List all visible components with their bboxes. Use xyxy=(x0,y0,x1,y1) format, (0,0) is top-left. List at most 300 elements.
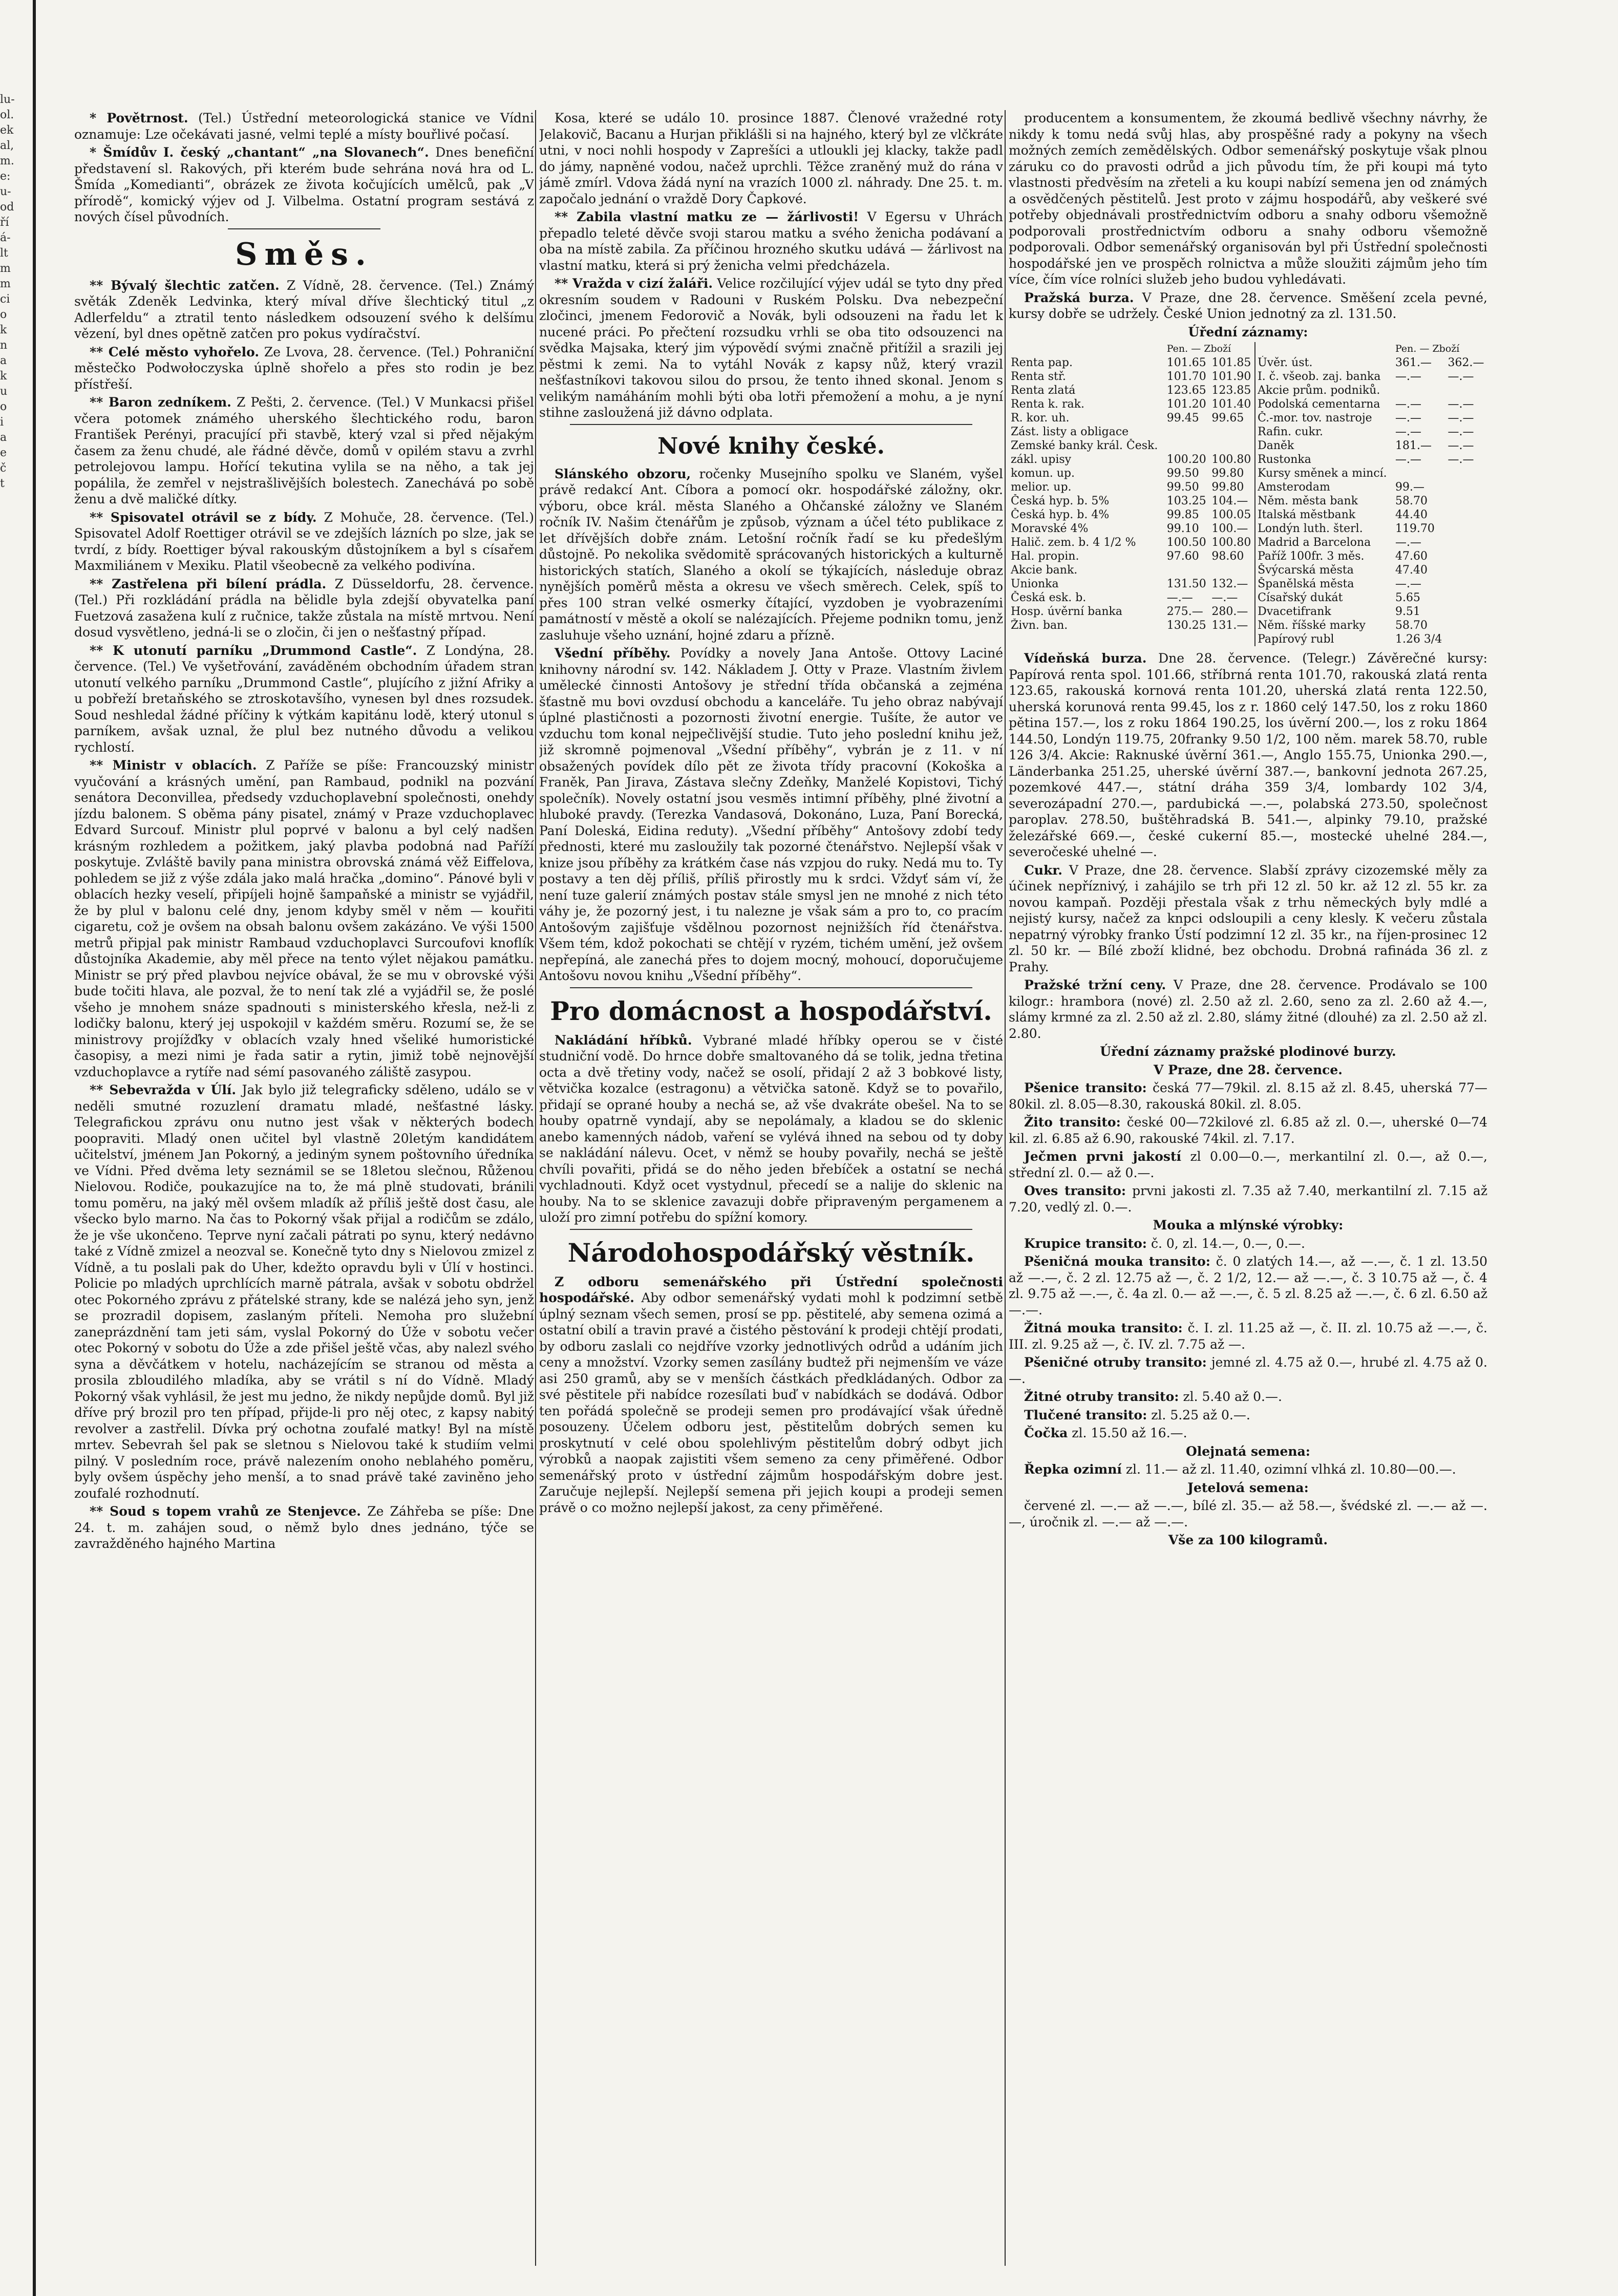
column-divider xyxy=(535,110,536,2266)
article-paragraph xyxy=(74,144,534,225)
section-rule xyxy=(570,424,972,425)
article-text: červené zl. —.— až —.—, bílé zl. 35.— až 58.—, švédské zl. —.— až —.—, úročnik zl. —.— až —.—. xyxy=(1009,1498,1487,1529)
margin-fragment: u- xyxy=(0,185,11,198)
rates-row xyxy=(1009,425,1487,439)
article-lead: Všední příběhy. xyxy=(555,646,671,661)
rate-bid: 100.50 xyxy=(1166,536,1206,549)
article-paragraph xyxy=(539,209,1003,273)
rate-bid: 181.— xyxy=(1395,439,1432,452)
article-paragraph xyxy=(74,394,534,507)
article-text: Z Pešti, 2. července. (Tel.) V Munkacsi přišel včera potomek známého uherského šlechtického rodu, baron František Perényi, pracující při stavbě, který vzal si před nějakým časem za ženu chudé, ale řádné děvče, domů v opilém stavu a zvrhl petrolejovou lampu. Hořící tekutina vylila se na něho, a tak jej popálila, že zemřel v nejstrašlivějších bolestech. Zanechává po sobě ženu a dvě maličké dítky. xyxy=(74,395,534,506)
article-paragraph xyxy=(539,1032,1003,1226)
article-lead: Žitné otruby transito: xyxy=(1024,1389,1179,1404)
article-paragraph xyxy=(74,1082,534,1501)
rate-name: Halič. zem. b. 4 1/2 % xyxy=(1011,536,1136,549)
article-text: prvni jakosti zl. 7.35 až 7.40, merkantilní zl. 7.15 až 7.20, vedlý zl. 0.—. xyxy=(1009,1183,1487,1215)
article-text: Dnes benefiční představení sl. Rakových, při kterém bude sehrána nová hra od L. Šmída „Komedianti“, obrázek ze života kočujících umělců, pak „V přírodě“, komický výjev od J. Vilbelma. Ostatní program sestává z nových čísel původních. xyxy=(74,145,534,224)
article-text: česká 77—79kil. zl. 8.15 až zl. 8.45, uherská 77—80kil. zl. 8.05—8.30, rakouská 80kil. zl. 8.05. xyxy=(1009,1080,1487,1112)
article-paragraph xyxy=(74,1503,534,1552)
rate-name: Hosp. úvěrní banka xyxy=(1011,605,1122,618)
article-lead: ** Ministr v oblacích. xyxy=(90,758,257,773)
section-heading: Pro domácnost a hospodářství. xyxy=(550,995,992,1026)
centered-heading: Jetelová semena: xyxy=(1187,1480,1309,1495)
article-lead: ** Celé město vyhořelo. xyxy=(90,344,260,359)
centered-heading: Mouka a mlýnské výrobky: xyxy=(1153,1218,1344,1232)
rate-ask: 101.40 xyxy=(1211,398,1251,411)
rate-bid: 99.50 xyxy=(1166,467,1199,480)
article-text: zl 0.00—0.—, merkantilní zl. 0.—, až 0.—, střední zl. 0.— až 0.—. xyxy=(1009,1149,1487,1180)
rates-row xyxy=(1009,480,1487,494)
article-paragraph xyxy=(1009,1407,1487,1423)
article-paragraph xyxy=(1009,650,1487,860)
rates-row xyxy=(1009,605,1487,619)
rate-bid: 100.20 xyxy=(1166,453,1206,466)
rate-name: Císařský dukát xyxy=(1255,591,1393,605)
rate-name: Něm. říšské marky xyxy=(1255,619,1393,632)
rate-name: Papírový rubl xyxy=(1255,632,1393,646)
margin-fragment: ří xyxy=(0,216,9,229)
rate-bid: 97.60 xyxy=(1166,550,1199,563)
margin-fragment: n xyxy=(0,339,8,352)
rate-name: Úvěr. úst. xyxy=(1255,356,1393,370)
rate-name: Živn. ban. xyxy=(1011,619,1068,632)
article-paragraph xyxy=(1009,290,1487,322)
article-text: zl. 5.40 až 0.—. xyxy=(1183,1389,1282,1404)
rate-bid xyxy=(1165,563,1210,577)
rate-bid: 99.— xyxy=(1395,481,1424,494)
rate-ask: —.— xyxy=(1447,439,1474,452)
margin-fragment: al, xyxy=(0,139,14,152)
rate-name: Rafin. cukr. xyxy=(1255,425,1393,439)
rate-ask xyxy=(1445,384,1487,397)
rate-bid: 101.20 xyxy=(1166,398,1206,411)
rate-ask: —.— xyxy=(1447,453,1474,466)
article-lead: Pšeničná mouka transito: xyxy=(1024,1254,1211,1269)
article-paragraph xyxy=(74,110,534,142)
rate-ask: 123.85 xyxy=(1211,384,1251,397)
rate-ask xyxy=(1445,619,1487,632)
article-text: Z Düsseldorfu, 28. července. (Tel.) Při rozkládání prádla na bělidle byla zdejší obyvatelka paní Fuetzová zasažena kulí z ručnice, takže zůstala na místě mrtvou. Není dosud vysvětleno, jedná-li se o zločin, či jen o nešťastný případ. xyxy=(74,576,534,640)
rate-ask xyxy=(1445,549,1487,563)
article-lead: Pšeničné otruby transito: xyxy=(1024,1355,1207,1370)
margin-fragment: č xyxy=(0,462,7,475)
section-rule xyxy=(570,1229,972,1230)
rate-ask: 104.— xyxy=(1211,495,1248,507)
article-text: Kosa, které se událo 10. prosince 1887. Členové vražedné roty Jelakovič, Bacanu a Hurjan přiklášli si na hajného, který byl ze vlčkráte utni, v noci nohli hospody v Zaprešíci a utloukli jej klacky, takže padl do jámy, napněné vodou, načež uprchli. Těžce zraněný muž do rána v jámě zmírl. Vdova žádá nyní na vrazích 1000 zl. náhrady. Dne 25. t. m. započalo jednání o vraždě Dory Čapkové. xyxy=(539,111,1003,206)
article-lead: ** Zastřelena při bílení prádla. xyxy=(90,576,327,591)
section-rule xyxy=(228,228,380,229)
rates-row xyxy=(1009,439,1487,453)
margin-fragment: u xyxy=(0,385,8,398)
rate-name: zákl. upisy xyxy=(1011,453,1072,466)
rate-name: I. č. všeob. zaj. banka xyxy=(1255,370,1393,384)
rate-name: melior. up. xyxy=(1011,481,1072,494)
rate-ask: 99.80 xyxy=(1211,467,1244,480)
article-lead: ** Spisovatel otrávil se z bídy. xyxy=(90,509,317,525)
rates-header-blank xyxy=(1009,342,1165,356)
rate-bid: 101.65 xyxy=(1166,356,1206,369)
rate-ask: —.— xyxy=(1447,412,1474,424)
centered-heading: Úřední záznamy: xyxy=(1188,324,1308,339)
margin-fragment: t xyxy=(0,477,5,490)
rates-row xyxy=(1009,384,1487,397)
article-text: Z Paříže se píše: Francouzský ministr vyučování a krásných umění, pan Rambaud, podnikl na pozvání senátora Deconvillea, předsedy vzduchoplavební společnosti, onehdy jízdu balonem. S oběma pány pisatel, známý v Praze vzduchoplavec Edvard Surcouf. Ministr plul poprvé v balonu a byl celý nadšen krásným rozhledem a požitkem, jaký plavba podobná nad Paříží poskytuje. Zvláště bavily pana ministra obrovská známá věž Eiffelova, pohledem se již z výše zdála jako malá hračka „domino“. Pánové byli v oblacích hezky veselí, připíjeli hojně šampaňské a ministr se vyjádřil, že by plul v balonu celé dny, jenom kdyby směl v něm — kouřiti cigaretu, což je ovšem na obsah balonu ovšem zakázáno. Ve výši 1500 metrů připjal pak ministr Rambaud vzduchoplavci Surcoufovi knoflík důstojníka Akademie, aby měl přece na tento výlet nějakou památku. Ministr se prý před plavbou nejvíce obával, že se mu v obrovské výši bude točiti hlava, ale pozval, že to není tak zlé a vyjádřil se, že poslé všeho je mnohem snáze spadnouti s ministerského křesla, než-li z lodičky balonu, který jej uspokojil v každém směru. Rozumí se, že se ministrovy projížďky v oblacích vzaly hned všeliké humoristické časopisy, a mezi nimi je řada satir a rytin, jimiž tobě nejnovější vzduchoplavce a rytíře nad sémí pasovaného záliště zasypou. xyxy=(74,758,534,1079)
article-lead: Ječmen prvni jakostí xyxy=(1024,1149,1182,1164)
rate-name: komun. up. xyxy=(1011,467,1075,480)
rate-bid: —.— xyxy=(1395,426,1421,438)
article-text: V Praze, dne 28. července. Slabší zprávy cizozemské měly za účinek nepříznivý, i zahájilo se trh při 12 zl. 50 kr. až 12 zl. 55 kr. za novou kampaň. Později přestala však z trhu německých byly mdlé a nejistý kursy, načež za knpci odsloupili a ceny klesly. K večeru zůstala nepatrný výrobky franko Ústí podzimní 12 zl. 35 kr., na říjen-prosinec 12 zl. 50 kr. — Bílé zboží klidné, bez obchodu. Drobná rafináda 36 zl. z Prahy. xyxy=(1009,862,1487,974)
rate-ask: —.— xyxy=(1447,426,1474,438)
article-text: V Praze, dne 28. července. Směšení zcela pevné, kursy dobře se udržely. České Union jednotný za zl. 131.50. xyxy=(1009,290,1487,321)
article-text: zl. 15.50 až 16.—. xyxy=(1072,1426,1187,1440)
rate-bid: —.— xyxy=(1395,412,1421,424)
article-text: č. I. zl. 11.25 až —, č. II. zl. 10.75 až —.—, č. III. zl. 9.25 až —, č. IV. zl. 7.75 až —. xyxy=(1009,1321,1487,1352)
centered-heading: Vše za 100 kilogramů. xyxy=(1168,1533,1328,1547)
rate-name: Španělská města xyxy=(1255,577,1393,591)
rate-ask xyxy=(1445,480,1487,494)
rate-bid: 47.60 xyxy=(1395,550,1428,563)
rate-ask xyxy=(1445,508,1487,522)
article-paragraph xyxy=(1009,1498,1487,1530)
article-lead: Žito transito: xyxy=(1024,1115,1121,1130)
margin-fragment: i xyxy=(0,416,4,429)
rates-row xyxy=(1009,397,1487,411)
column-middle xyxy=(539,110,1003,2271)
article-lead: * Šmídův I. český „chantant“ „na Slovanech“. xyxy=(90,145,429,160)
article-lead: ** Soud s topem vrahů ze Stenjevce. xyxy=(90,1504,361,1519)
article-paragraph xyxy=(1009,1236,1487,1252)
rate-bid xyxy=(1393,466,1446,480)
margin-fragment: od xyxy=(0,201,14,214)
rate-bid: 47.40 xyxy=(1395,564,1428,577)
rate-bid: 99.10 xyxy=(1166,522,1199,535)
section-heading: Národohospodářský věstník. xyxy=(567,1237,975,1268)
rate-name: Česká esk. b. xyxy=(1011,591,1087,604)
margin-fragment: a xyxy=(0,431,7,444)
rate-bid xyxy=(1165,439,1210,453)
rate-ask: 280.— xyxy=(1211,605,1248,618)
binding-edge xyxy=(33,0,36,2296)
rate-ask xyxy=(1445,494,1487,508)
rate-name: Unionka xyxy=(1011,578,1059,590)
article-lead: Slánského obzoru, xyxy=(555,466,691,481)
article-text: Vybrané mladé hříbky operou se v čisté studniční vodě. Do hrnce dobře smaltovaného dá se tolik, jedna třetina octa a dvě třetiny vody, načež se osolí, přidají 2 až 3 bobkové listy, větvička kozalce (estragonu) a větvička satoně. Když se to povařilo, přidají se oprané houby a nechá se, až vše dvakráte obešel. Na to se houby opatrně vyndají, aby se nepolámaly, a kladou se do sklenic anebo kamenných nádob, vaření se vylévá ihned na sebou od ty doby se nakládání nálevu. Ocet, v němž se houby povařily, nechá se ještě chvíli povařiti, přidá se do něho jeden břebíček a ostatní se nechá vychladnouti. Když ocet vystydnul, přecedí se a nalije do sklenic na houby. Na to se sklenice zavazuji dobře připraveným pergamenem a uloží pro zimní potřebu do spížní komory. xyxy=(539,1032,1003,1225)
margin-fragment: ol. xyxy=(0,109,14,121)
rate-bid xyxy=(1165,632,1210,646)
rate-ask xyxy=(1445,466,1487,480)
article-text: Ze Záhřeba se píše: Dne 24. t. m. zahájen soud, o němž bylo dnes jednáno, týče se zavražděného hajného Martina xyxy=(74,1504,534,1551)
rates-row xyxy=(1009,494,1487,508)
article-lead: Nakládání hříbků. xyxy=(555,1032,692,1048)
rate-ask xyxy=(1445,536,1487,549)
article-lead: Cukr. xyxy=(1024,862,1062,878)
rate-ask: 101.90 xyxy=(1211,370,1251,383)
rate-ask xyxy=(1445,591,1487,605)
article-text: č. 0, zl. 14.—, 0.—, 0.—. xyxy=(1151,1236,1305,1251)
rate-name: Švýcarská města xyxy=(1255,563,1393,577)
rate-name: Č.-mor. tov. nastroje xyxy=(1255,411,1393,425)
rates-row xyxy=(1009,536,1487,549)
article-paragraph xyxy=(74,757,534,1080)
rate-ask: 100.05 xyxy=(1211,508,1251,521)
article-text: Povídky a novely Jana Antoše. Ottovy Laciné knihovny národní sv. 142. Nákladem J. Otty v Praze. Vlastním živlem umělecké činnosti Antošovy je střední třída občanská a zejména šťastně mu bovi ovzdusí obchodu a kanceláře. Tu jeho obraz nabývají úplné plastičnosti a pozornosti životní energie. Tušíte, že autor ve vzduchu tom konal nejpečlivější studie. Tuto jeho poslední knihu jež, již skromně pojmenoval „Všední příběhy“, vybrán je z 11. v ní obsažených povídek dílo pět ze života třídy pracovní (Kokoška a Franěk, Pan Jirava, Zástava slečny Zdeňky, Manželé Kopistovi, Tichý společník). Novely ostatní jsou vesměs intimní příběhy, plné životní a hluboké pravdy. (Terezka Vandasová, Dokonáno, Luza, Paní Borecká, Paní Doleská, Eidina reduty). „Všední příběhy“ Antošovy zdobí tedy přednosti, které mu zasloužily tak pozorné čtenářstvo. Nejlepší však v knize jsou příběhy za krátkém čase nás vzpjou do ruky. Nedá mu to. Ty postavy a ten děj příliš, příliš přirostly mu k srdci. Vždyť sám ví, že není tuze galerií známých postav stále smysl jen ne mnohé z nich této váhy je, že pozorný jest, i tu nalezne je však sám a pro to, co pracím Antošovým zajišťuje všdělnou pozornost nejnižších říd čtenářstva. Všem tém, kdož pokochati se chtějí v ryzém, tichém umění, jež ovšem nepřepíná, ale zanechá přes to dojem mocný, mohoucí, doporučujeme Antošovu novou knihu „Všední příběhy“. xyxy=(539,646,1003,983)
article-paragraph xyxy=(1009,110,1487,288)
rates-header: Pen. — Zboží xyxy=(1395,343,1460,354)
rate-ask xyxy=(1445,577,1487,591)
article-text: jemné zl. 4.75 až 0.—, hrubé zl. 4.75 až 0.—. xyxy=(1009,1355,1487,1386)
article-paragraph xyxy=(1009,1114,1487,1146)
margin-fragment: ek xyxy=(0,124,14,137)
article-lead: ** Vražda v cizí žaláři. xyxy=(555,276,713,291)
section-rule xyxy=(570,987,972,988)
rate-name: R. kor. uh. xyxy=(1011,412,1070,424)
column-divider xyxy=(1005,110,1006,2266)
rate-bid: 99.85 xyxy=(1166,508,1199,521)
article-lead: Pražská burza. xyxy=(1024,290,1134,305)
article-text: V Egersu v Uhrách přepadlo teleté děvče svoji starou matku a svého ženicha podávaní a oba na místě zabila. Za příčinou hrozného skutku udává — žárlivost na vlastní matku, která si prý ženicha velmi předcházela. xyxy=(539,209,1003,273)
article-paragraph xyxy=(1009,1080,1487,1112)
rate-name: Česká hyp. b. 5% xyxy=(1011,495,1110,507)
rates-row xyxy=(1009,577,1487,591)
article-paragraph xyxy=(1009,862,1487,975)
rate-bid: 9.51 xyxy=(1395,605,1420,618)
rates-row xyxy=(1009,522,1487,536)
article-text: Z Londýna, 28. července. (Tel.) Ve vyšetřování, zaváděném obchodním úřadem stran utonutí velkého parníku „Drummond Castle“, plujícího z jižní Afriky a u pobřeží bretaňského se ztroskotavšího, vynesen byl dnes rozsudek. Soud neshledal žádné příčiny k výtkám kapitánu lodě, který utonul s parníkem, avšak uznal, že plul bez nutného důvodu a velikou rychlostí. xyxy=(74,643,534,755)
article-text: (Tel.) Ústřední meteorologická stanice ve Vídni oznamuje: Lze očekávati jasné, velmi teplé a místy bouřlivé počasí. xyxy=(74,111,534,142)
article-lead: ** Baron zedníkem. xyxy=(90,395,231,410)
rates-row xyxy=(1009,411,1487,425)
rate-name: Paříž 100fr. 3 měs. xyxy=(1255,549,1393,563)
rate-bid: —.— xyxy=(1395,398,1421,411)
rate-name xyxy=(1009,632,1165,646)
article-paragraph xyxy=(1009,1183,1487,1215)
centered-heading: Úřední záznamy pražské plodinové burzy. xyxy=(1100,1044,1396,1059)
article-text: V Praze, dne 28. července. Prodávalo se 100 kilogr.: hrambora (nové) zl. 2.50 až zl. 2.60, seno za zl. 2.60 až 4.—, slámy krmné za zl. 2.50 až zl. 2.80, slámy žitné (dlouhé) za zl. 2.50 až zl. 2.80. xyxy=(1009,977,1487,1041)
rate-ask xyxy=(1445,632,1487,646)
rate-ask: 132.— xyxy=(1211,578,1248,590)
rate-name: Italská městbank xyxy=(1255,508,1393,522)
rate-name: Daněk xyxy=(1255,439,1393,453)
section-heading: Směs. xyxy=(235,236,373,272)
article-text: české 00—72kilové zl. 6.85 až zl. 0.—, uherské 0—74 kil. zl. 6.85 až 6.90, rakouské 74kil. zl. 7.17. xyxy=(1009,1115,1487,1146)
article-lead: ** Bývalý šlechtic zatčen. xyxy=(90,278,280,293)
rate-name: Něm. města bank xyxy=(1255,494,1393,508)
article-lead: ** Sebevražda v Úlí. xyxy=(90,1082,237,1097)
rate-name: Zemské banky král. Česk. xyxy=(1011,439,1158,452)
section-heading: Nové knihy české. xyxy=(657,433,885,459)
stock-rates-table xyxy=(1009,342,1487,646)
rate-bid: —.— xyxy=(1395,578,1421,590)
article-lead: Řepka ozimní xyxy=(1024,1462,1122,1477)
rate-bid: 44.40 xyxy=(1395,508,1428,521)
margin-fragment: k xyxy=(0,370,7,382)
rate-name: Dvacetifrank xyxy=(1255,605,1393,619)
rate-name: Hal. propin. xyxy=(1011,550,1079,563)
rate-bid: —.— xyxy=(1166,591,1193,604)
rate-name: Londýn luth. šterl. xyxy=(1255,522,1393,536)
rate-ask: —.— xyxy=(1447,370,1474,383)
article-lead: Tlučené transito: xyxy=(1024,1407,1147,1422)
rate-name: Zást. listy a obligace xyxy=(1011,426,1129,438)
margin-fragment: m xyxy=(0,278,11,290)
rate-bid: —.— xyxy=(1395,536,1421,549)
rates-row xyxy=(1009,563,1487,577)
rate-ask: 101.85 xyxy=(1211,356,1251,369)
article-text: Velice rozčilující výjev udál se tyto dny před okresním soudem v Radouni v Ruském Polsku. Dva nebezpeční zločinci, jmenem Fedorovič a Novák, byli odsouzeni na řadu let k nucené práci. Po přečtení rozsudku vrhli se oba tito odsouzenci na svědka Majsaka, který jim výpovědí svými značně přitížil a srazili jej pěstmi k zemi. Na to vytáhl Novák z kapsy nůž, který vrazil nešťastníkovi takovou silou do prsou, že tento ihned skonal. Jenom s velikým namáháním mohli býti oba lotři přemožení a mohu, a je nyní stihne zasloužená již dávno odplata. xyxy=(539,276,1003,420)
article-paragraph xyxy=(74,509,534,574)
adjacent-page-fragment xyxy=(0,92,30,492)
article-lead: * Povětrnost. xyxy=(90,111,188,125)
rate-ask xyxy=(1209,425,1255,439)
article-lead: ** K utonutí parníku „Drummond Castle“. xyxy=(90,643,417,658)
margin-fragment: m xyxy=(0,262,11,275)
article-text: zl. 11.— až zl. 11.40, ozimní vlhká zl. 10.80—00.—. xyxy=(1125,1462,1456,1477)
article-paragraph xyxy=(539,110,1003,207)
rate-name: Rustonka xyxy=(1255,453,1393,466)
rate-ask: 98.60 xyxy=(1211,550,1244,563)
rates-header: Pen. — Zboží xyxy=(1166,343,1231,354)
rate-ask xyxy=(1209,563,1255,577)
article-text: Aby odbor semenářský vydati mohl k podzimní setbě úplný seznam všech semen, prosí se pp. pěstitelé, aby semena ozimá a ostatní obilí a travin pravé a čistého pěstování k prodeji chtějí prodati, by odboru zaslali co nejdříve vzorky jednotlivých odrůd a udáním jich ceny a množství. Vzorky semen zasílány budtež při nejmenším ve váze asi 250 gramů, aby se v menších částkách předkládaných. Odbor za své pěstitele při nabídce rozesílati buď v nabídkách se dodává. Odbor ten pořádá společně se prodeji semen pro prodávající však úředně posouzeny. Účelem odboru jest, pěstitelům dobrých semen ku proskytnutí v celé obou spolehlivým pěstitelům dobrý odbyt jich výrobků a naopak zajistiti všem semeno za ceny přiměřené. Odbor semenářský proto v ústřední zájmům hospodářským dobre jest. Zaručuje nejlepší. Nejlepší semena při jejich koupi a prodeji semen právě o co možno nejlepší jakost, za ceny přiměřené. xyxy=(539,1290,1003,1515)
article-text: Jak bylo již telegraficky sděleno, událo se v neděli smutné rozuzlení dramatu mladé, nešťastné lásky. Telegrafickou zprávu onu nutno jest však v některých bodech poopraviti. Mladý onen učitel byl vlastně 20letým kandidátem učitelství, jménem Jan Pokorný, a jediným synem poštovního úředníka ve Vídni. Před dvěma lety seznámil se se 18letou slečnou, Růženou Nielovou. Rodiče, poukazujíce na to, že má plně studovati, bránili tomu poměru, na jaký měl ovšem mladík až příliš ještě dost času, ale všecko bylo marno. Na čas to Pokorný však přijal a rodičům se zdálo, že je vše ukončeno. Teprve nyní začali pátrati po synu, který nedávno také z Vídně zmizel a neozval se. Konečně tyto dny s Nielovou zmizel z Vídně, a tu poslali pak do Uher, kdežto opravdu byli v Úlí v hostinci. Policie po mladých uprchlících marně pátrala, avšak v sobotu obdržel otec Pokorného zprávu z přátelské strany, kde se nalézá jeho syn, jenž se prozradil dopisem, zaslaným příteli. Nemoha pro služební zaneprázdnění tam jeti sám, vyslal Pokorný do Úže v sobotu večer otec Pokorný v sobotu do Úže a zde přišel ještě včas, aby nalezl svého syna a děvčátkem v hotelu, nacházejícím se stranou od města a prosila zbloudilého mladíka, aby se vrátil s ní do Vídně. Mladý Pokorný však vyhlásil, že jest mu jedno, že nikdy nepůjde domů. Byl již dříve prý brozil pro ten případ, přijde-li pro něj otec, z kapsy nabitý revolver a zastřelil. Dívka prý ochotna zoufalé matky! Byl na místě mrtev. Sebevrah šel pak se sletnou s Nielovou také k studiím velmi pilný. V posledním roce, právě nalezením onoho neblahého poměru, byly ovšem úspěchy jeho menší, a to snad právě také zaviněno jeho zoufalé rozhodnutí. xyxy=(74,1082,534,1501)
margin-fragment: e xyxy=(0,447,7,459)
article-lead: Žitná mouka transito: xyxy=(1024,1321,1183,1335)
rate-ask xyxy=(1209,632,1255,646)
article-paragraph xyxy=(74,278,534,342)
margin-fragment: m. xyxy=(0,155,14,167)
article-paragraph xyxy=(539,466,1003,644)
rate-ask xyxy=(1445,522,1487,536)
margin-fragment: lt xyxy=(0,247,8,260)
rates-row xyxy=(1009,508,1487,522)
rate-name: Renta k. rak. xyxy=(1011,398,1084,411)
rates-header-blank xyxy=(1255,342,1393,356)
rate-name: Akcie bank. xyxy=(1011,564,1078,577)
column-left xyxy=(74,110,534,2271)
article-paragraph xyxy=(74,643,534,756)
rates-row xyxy=(1009,591,1487,605)
rate-bid: 130.25 xyxy=(1166,619,1206,632)
rate-bid: 123.65 xyxy=(1166,384,1206,397)
rate-bid: —.— xyxy=(1395,370,1421,383)
rate-bid: 119.70 xyxy=(1395,522,1435,535)
rate-name: Madrid a Barcelona xyxy=(1255,536,1393,549)
article-paragraph xyxy=(74,576,534,641)
rate-bid xyxy=(1165,425,1210,439)
article-lead: Oves transito: xyxy=(1024,1183,1126,1198)
article-paragraph xyxy=(539,645,1003,984)
rate-bid: 275.— xyxy=(1166,605,1203,618)
article-lead: Pšenice transito: xyxy=(1024,1080,1147,1095)
rate-bid: 99.45 xyxy=(1166,412,1199,424)
rate-ask xyxy=(1445,563,1487,577)
rate-name: Podolská cementarna xyxy=(1255,397,1393,411)
rates-row xyxy=(1009,632,1487,646)
article-lead: ** Zabila vlastní matku ze — žárlivosti! xyxy=(555,209,859,224)
rate-bid: 1.26 3/4 xyxy=(1395,633,1442,646)
article-text: Dne 28. července. (Telegr.) Závěrečné kursy: Papírová renta spol. 101.66, stříbrná renta 101.70, rakouská zlatá renta 123.65, rakouská kornová renta 101.20, uherská zlatá renta 122.50, uherská korunová renta 99.45, los z r. 1860 celý 147.50, los z roku 1860 pětina 157.—, los z roku 1864 190.25, los úvěrní 200.—, los z roku 1864 144.50, Londýn 119.75, 20franky 9.50 1/2, 100 něm. marek 58.70, ruble 126 3/4. Akcie: Raknuské úvěrní 361.—, Anglo 155.75, Unionka 290.—, Länderbanka 251.25, uherské úvěrní 387.—, bankovní jednota 267.25, pozemkové 447.—, státní dráha 359 3/4, lombardy 102 3/4, severozápadní 270.—, pardubická —.—, polabská 273.50, společnost paroplav. 278.50, buštěhradská B. 541.—, alpinky 79.10, pražské železářské 669.—, české cukerní 85.—, mostecké uhelné 284.—, severočeské uhelné —. xyxy=(1009,651,1487,859)
rate-name: Moravské 4% xyxy=(1011,522,1089,535)
article-paragraph xyxy=(1009,1389,1487,1405)
article-text: producentem a konsumentem, že zkoumá bedlivě všechny návrhy, že nikdy k tomu nedá svůj hlas, aby prospěšné rady a pokyny na všech možných zemích zemědělských. Odbor semenářský poskytuje však plnou záruku co do pravosti odrůd a jich původu tím, že při koupi má tyto vlastnosti předvěsím na zřeteli a ku koupi nabízí semena jen od známých a osvědčených pěstitelů. Jest proto v zájmu hospodářů, aby veškeré své potřeby objednávali prostřednictvím odboru a snahy odboru všemožně podporovali prostřednictvím odboru a snahy odboru všemožně podporovali. Odbor semenářský organisován byl při Ústřední společnosti hospodářské jen ve prospěch rolnictva a může sloužiti zájmům jeho tím více, čím více rolníci služeb jeho budou vyhledávati. xyxy=(1009,111,1487,287)
article-text: ročenky Musejního spolku ve Slaném, vyšel právě redakcí Ant. Cíbora a pomocí okr. hospodářské záložny, okr. výboru, obce král. města Slaného a Ohčanské záložny ve Slaném ročník IV. Našim čtenářům je způsob, význam a účel této publikace z let dřívějších dobře znám. Letošní ročník řadí se ku předešlým důstojně. Po nekolika svědomitě sprácovaných historických a kulturně historických statích, Slaného a okolí se týkajících, následuje obraz nynějších poměrů města a okresu ve všech směrech. Celek, spíš to přes 100 stran velké osmerky čítající, vyzdoben je vyobrazeními památností v městě a okolí se nalézajících. Přejeme podnikn tomu, jenž zasluhuje všeho uznání, hojné zdaru a přízně. xyxy=(539,466,1003,643)
article-paragraph xyxy=(1009,1354,1487,1387)
rate-name: Renta stř. xyxy=(1011,370,1066,383)
article-paragraph xyxy=(539,1274,1003,1516)
centered-heading: Olejnatá semena: xyxy=(1186,1443,1310,1459)
margin-fragment: á- xyxy=(0,231,11,244)
margin-fragment: o xyxy=(0,400,7,413)
article-text: Z Mohuče, 28. července. (Tel.) Spisovatel Adolf Roettiger otrávil se ve zdejších lázních po slze, jak se tvrdí, z bídy. Roettiger býval rakouským důstojníkem a byl s císařem Maxmiliánem v Mexiku. Platil všeobecně za velkého podivína. xyxy=(74,509,534,573)
rate-bid: 58.70 xyxy=(1395,619,1428,632)
rates-row xyxy=(1009,453,1487,466)
rate-name: Akcie prům. podniků. xyxy=(1255,384,1393,397)
article-paragraph xyxy=(1009,1425,1487,1441)
rate-bid xyxy=(1393,384,1446,397)
rates-row xyxy=(1009,356,1487,370)
article-lead: Z odboru semenářského při Ústřední společnosti hospodářské. xyxy=(539,1274,1003,1305)
rate-ask: 99.65 xyxy=(1211,412,1244,424)
rate-bid: 58.70 xyxy=(1395,495,1428,507)
article-paragraph xyxy=(539,275,1003,421)
article-paragraph xyxy=(1009,977,1487,1041)
rate-bid: 131.50 xyxy=(1166,578,1206,590)
rate-ask: 100.— xyxy=(1211,522,1248,535)
rate-ask: 362.— xyxy=(1447,356,1484,369)
article-lead: Pražské tržní ceny. xyxy=(1024,977,1166,992)
rate-ask: 99.80 xyxy=(1211,481,1244,494)
article-paragraph xyxy=(1009,1149,1487,1181)
margin-fragment: o xyxy=(0,308,7,321)
rate-bid: 99.50 xyxy=(1166,481,1199,494)
margin-fragment: ci xyxy=(0,293,10,306)
rate-name: Renta zlatá xyxy=(1011,384,1076,397)
rate-name: Renta pap. xyxy=(1011,356,1073,369)
margin-fragment: e: xyxy=(0,170,11,183)
margin-fragment: k xyxy=(0,324,7,336)
rates-row xyxy=(1009,466,1487,480)
rate-bid: 101.70 xyxy=(1166,370,1206,383)
article-paragraph xyxy=(1009,1253,1487,1318)
article-paragraph xyxy=(1009,1461,1487,1478)
rate-bid: 361.— xyxy=(1395,356,1432,369)
rates-row xyxy=(1009,370,1487,384)
margin-fragment: lu- xyxy=(0,93,15,106)
column-right xyxy=(1009,110,1487,2271)
article-lead: Krupice transito: xyxy=(1024,1236,1147,1251)
article-lead: Vídeňská burza. xyxy=(1024,651,1147,666)
article-lead: Čočka xyxy=(1024,1426,1068,1440)
rate-name: Česká hyp. b. 4% xyxy=(1011,508,1110,521)
article-text: Z Vídně, 28. července. (Tel.) Známý světák Zdeněk Ledvinka, který míval dříve šlechtický titul „z Adlerfeldu“ a ztratil tento následkem odsouzení svého k delšímu vězení, byl dnes opětně zatčen pro pokus vydíračství. xyxy=(74,278,534,341)
article-text: zl. 5.25 až 0.—. xyxy=(1151,1407,1250,1422)
rate-ask xyxy=(1445,605,1487,619)
rate-name: Kursy směnek a mincí. xyxy=(1255,466,1393,480)
rates-row xyxy=(1009,619,1487,632)
rate-bid: —.— xyxy=(1395,453,1421,466)
rates-row xyxy=(1009,549,1487,563)
article-text: č. 0 zlatých 14.—, až —.—, č. 1 zl. 13.50 až —.—, č. 2 zl. 12.75 až —, č. 2 1/2, 12.— až —.—, č. 3 10.75 až —, č. 4 zl. 9.75 až —.—, č. 4a zl. 0.— až —.—, č. 5 zl. 8.25 až —.—, č. 6 zl. 6.50 až —.—. xyxy=(1009,1254,1487,1317)
rate-ask: 131.— xyxy=(1211,619,1248,632)
centered-heading: V Praze, dne 28. července. xyxy=(1154,1062,1343,1077)
rate-ask: 100.80 xyxy=(1211,536,1251,549)
article-paragraph xyxy=(74,344,534,393)
rate-bid: 103.25 xyxy=(1166,495,1206,507)
rate-bid: 5.65 xyxy=(1395,591,1420,604)
rate-ask: —.— xyxy=(1447,398,1474,411)
rate-ask: —.— xyxy=(1211,591,1238,604)
rate-ask: 100.80 xyxy=(1211,453,1251,466)
